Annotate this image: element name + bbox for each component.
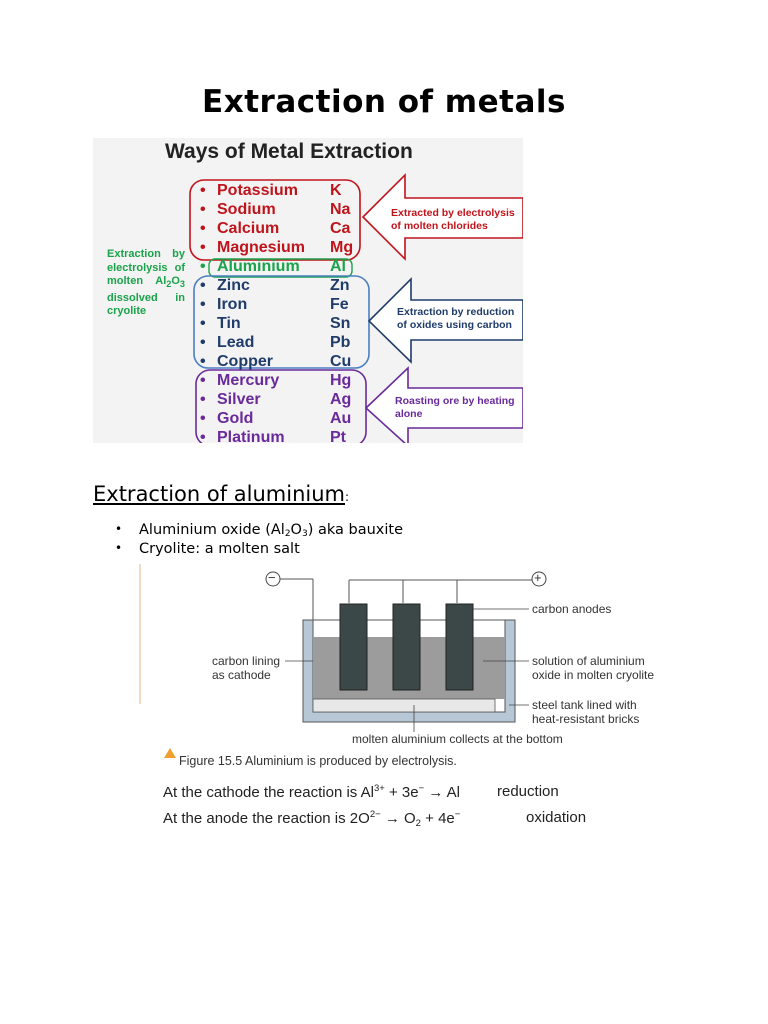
label-solution: solution of aluminium oxide in molten cryolite bbox=[532, 654, 655, 682]
arrow-label-roasting: Roasting ore by heating alone bbox=[395, 395, 515, 420]
aluminium-side-note: Extraction by electrolysis of molten $Al_2O_3$ dissolved in cryolite bbox=[107, 248, 185, 318]
negative-terminal-label: − bbox=[268, 570, 276, 585]
figure-title: Ways of Metal Extraction bbox=[165, 140, 413, 163]
positive-terminal-label: + bbox=[534, 570, 542, 585]
cathode-equation: At the cathode the reaction is $Al^{3+} + 3e^- \to Al$ bbox=[163, 783, 461, 801]
page-title: Extraction of metals bbox=[202, 84, 566, 120]
arrow-label-reduction: Extraction by reduction of oxides using carbon bbox=[397, 306, 515, 331]
label-carbon-anodes: carbon anodes bbox=[532, 602, 612, 616]
anode-equation: At the anode the reaction is $2O^{2-} \to O_2 + 4e^-$ bbox=[163, 809, 461, 829]
arrow-label-electrolysis: Extracted by electrolysis of molten chlorides bbox=[391, 207, 515, 232]
label-steel-tank: steel tank lined with heat-resistant bricks bbox=[532, 698, 640, 726]
electrolysis-figure bbox=[139, 560, 679, 835]
label-molten-aluminium: molten aluminium collects at the bottom bbox=[352, 732, 563, 746]
anode-reaction-type: oxidation bbox=[526, 809, 587, 826]
figure-caption: Figure 15.5 Aluminium is produced by electrolysis. bbox=[179, 754, 457, 768]
label-carbon-lining: carbon lining as cathode bbox=[212, 654, 281, 682]
metal-extraction-figure: Ways of Metal Extraction • Potassium K • Sodium Na • Calcium Ca • Magnesium Mg • Aluminium Al • Zinc Zn • Iron Fe • Tin Sn • Lead Pb • Copper Cu • Mercury Hg • Silver Ag • Gold Au • Platinum Pt Extraction by electrolysis of molten $Al_2O_3$ dissolved in cryolite Extracted by electrolysis of molten chlorides Extraction by reduction of oxides using carbon Roasting ore by heating alone bbox=[93, 138, 523, 443]
cathode-reaction-type: reduction bbox=[497, 783, 559, 800]
section-heading: Extraction of aluminium: bbox=[93, 482, 350, 506]
